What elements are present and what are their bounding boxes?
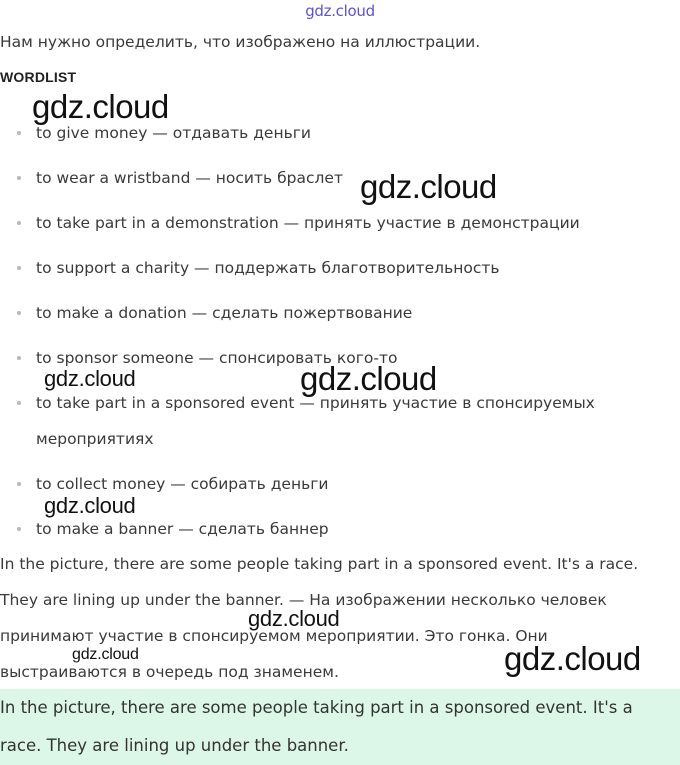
watermark: gdz.cloud (44, 493, 136, 518)
list-item-text: to wear a wristband — носить браслет (36, 169, 343, 187)
list-item-text: to make a banner — сделать баннер (36, 520, 329, 538)
intro-text: Нам нужно определить, что изображено на иллюстрации. (0, 33, 481, 51)
bullet-icon (17, 131, 21, 135)
site-logo[interactable]: gdz.cloud (305, 2, 375, 20)
bullet-icon (17, 527, 21, 531)
list-item-text: to sponsor someone — спонсировать кого-то (36, 349, 398, 367)
explanation-paragraph: In the picture, there are some people taking part in a sponsored event. It's a race. They are lining up under the banner. — На изображении несколько человек принимают участие в спонсируемом мероприятии. Это гонка. Они выстраиваются в очередь под знаменем. (0, 555, 639, 681)
bullet-icon (17, 266, 21, 270)
watermark: gdz.cloud (32, 88, 169, 125)
list-item-text: to collect money — собирать деньги (36, 475, 329, 493)
answer-text: In the picture, there are some people taking part in a sponsored event. It's a race. They are lining up under the banner. (0, 698, 633, 755)
list-item-text: to give money — отдавать деньги (36, 124, 311, 142)
watermark: gdz.cloud (44, 366, 136, 391)
watermark: gdz.cloud (504, 640, 641, 677)
answer-box (0, 689, 680, 765)
bullet-icon (17, 401, 21, 405)
watermark: gdz.cloud (300, 360, 437, 397)
list-item-text: to make a donation — сделать пожертвование (36, 304, 413, 322)
watermark: gdz.cloud (72, 646, 139, 663)
watermark: gdz.cloud (360, 168, 497, 205)
bullet-icon (17, 356, 21, 360)
list-item-text: to take part in a sponsored event — принять участие в спонсируемых мероприятиях (36, 394, 595, 448)
list-item-text: to take part in a demonstration — принять участие в демонстрации (36, 214, 580, 232)
bullet-icon (17, 176, 21, 180)
bullet-icon (17, 311, 21, 315)
wordlist-heading: WORDLIST (0, 69, 77, 85)
list-item-text: to support a charity — поддержать благотворительность (36, 259, 500, 277)
watermark: gdz.cloud (248, 606, 340, 631)
bullet-icon (17, 221, 21, 225)
bullet-icon (17, 482, 21, 486)
